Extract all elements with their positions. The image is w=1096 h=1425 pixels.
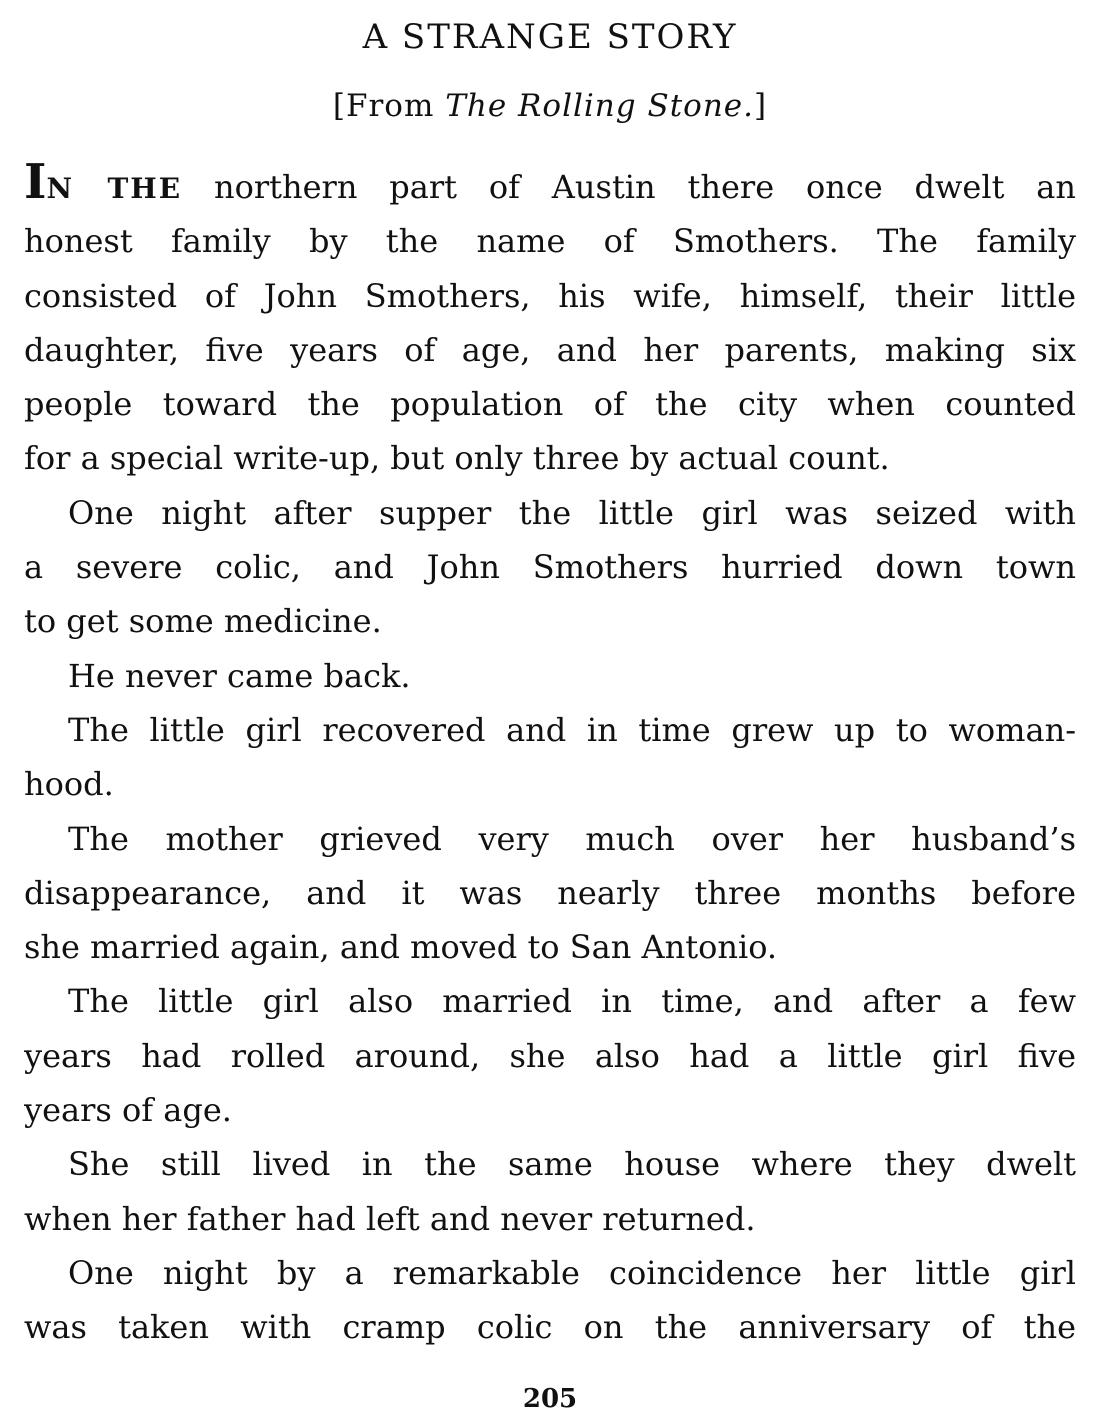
text-line: The mother grieved very much over her husband’s <box>68 819 1076 858</box>
text-line: One night by a remarkable coincidence her little girl <box>68 1253 1076 1292</box>
text-line: The little girl recovered and in time grew up to woman- <box>68 710 1076 749</box>
source-suffix: ] <box>754 88 768 124</box>
text-line: years had rolled around, she also had a little girl five <box>24 1036 1076 1075</box>
text-line: a severe colic, and John Smothers hurried down town <box>24 548 1076 587</box>
source-prefix: [From <box>332 88 446 124</box>
page-number: 205 <box>522 1384 578 1414</box>
text-line: to get some medicine. <box>24 602 382 641</box>
source-attribution <box>24 84 1076 128</box>
text-line: hood. <box>24 765 114 804</box>
text-line: consisted of John Smothers, his wife, himself, their little <box>24 276 1076 315</box>
drop-cap: I <box>24 160 47 210</box>
text-line: when her father had left and never returned. <box>24 1199 756 1238</box>
line-text: northern part of Austin there once dwelt an <box>182 168 1076 206</box>
story-title: A STRANGE STORY <box>362 17 738 57</box>
text-line: He never came back. <box>68 656 411 695</box>
text-line: years of age. <box>24 1091 232 1130</box>
text-line: people toward the population of the city when counted <box>24 385 1076 424</box>
text-line: daughter, five years of age, and her parents, making six <box>24 330 1076 369</box>
book-page <box>24 14 1076 1414</box>
text-line: for a special write-up, but only three by actual count. <box>24 439 890 478</box>
opening-small-caps: N THE <box>46 172 183 205</box>
text-line: she married again, and moved to San Antonio. <box>24 928 778 967</box>
text-line <box>24 160 1076 214</box>
text-line: One night after supper the little girl was seized with <box>68 493 1076 532</box>
text-line: She still lived in the same house where they dwelt <box>68 1145 1076 1184</box>
text-line: disappearance, and it was nearly three months before <box>24 873 1076 912</box>
text-line: The little girl also married in time, and after a few <box>68 982 1076 1021</box>
source-title: The Rolling Stone. <box>445 88 754 124</box>
text-line: was taken with cramp colic on the anniversary of the <box>24 1308 1076 1347</box>
text-line: honest family by the name of Smothers. The family <box>24 222 1076 261</box>
story-body <box>24 160 1076 1355</box>
